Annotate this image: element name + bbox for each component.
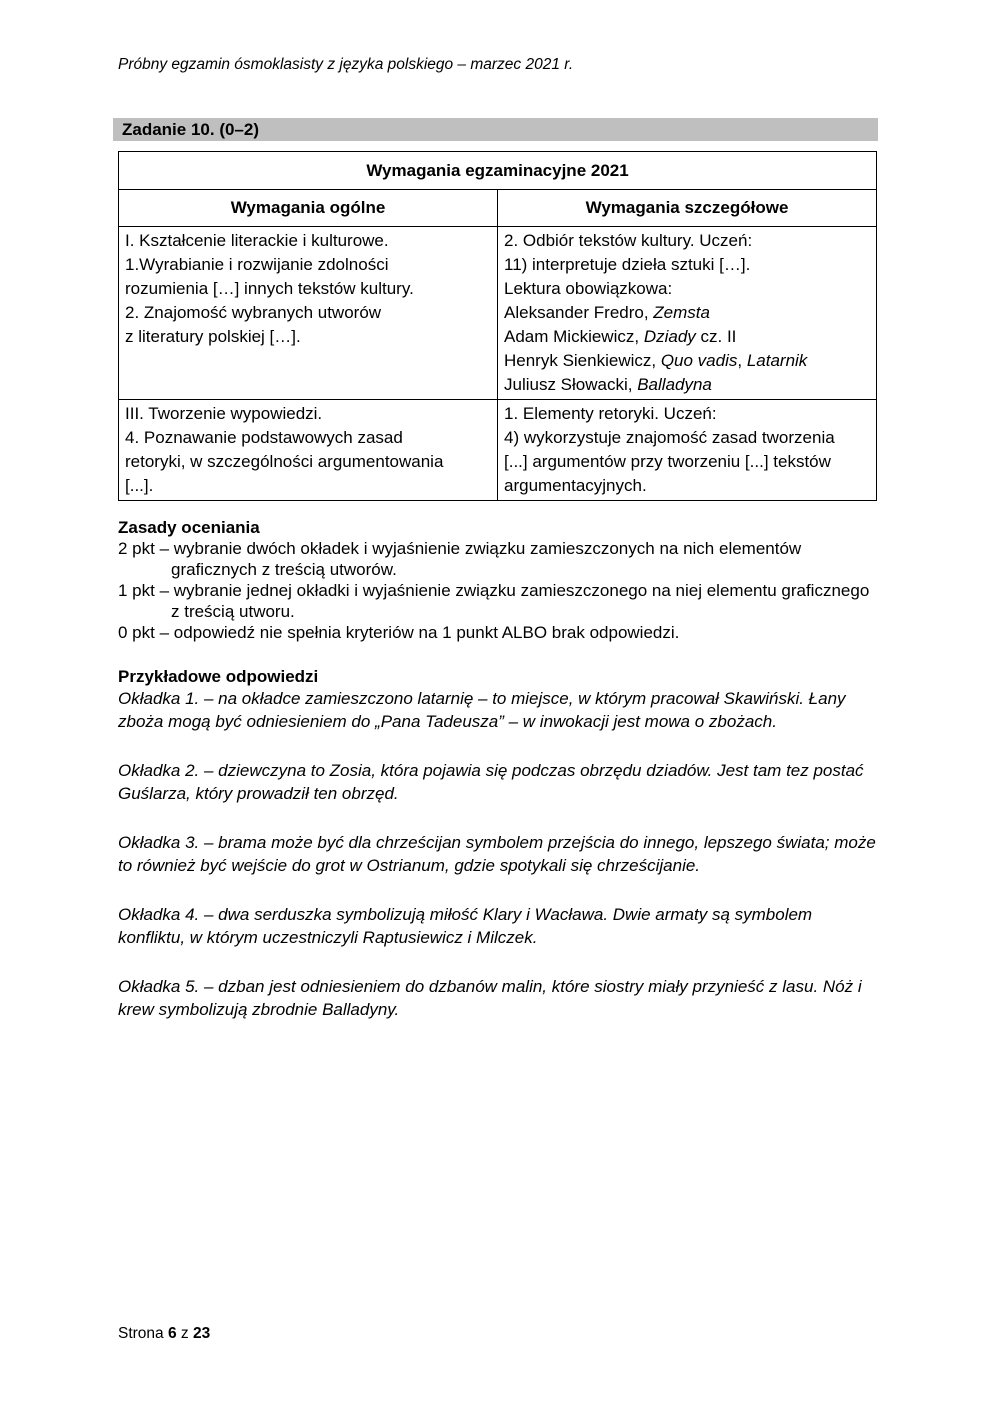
cell-line: Aleksander Fredro, Zemsta	[504, 303, 710, 322]
scoring-rule-0pkt	[118, 622, 880, 643]
answer-paragraph-cover2: Okładka 2. – dziewczyna to Zosia, która pojawia się podczas obrzędu dziadów. Jest tam tez postać Guślarza, który prowadził ten obrzęd.	[118, 761, 864, 803]
cell-specific-requirements-2	[498, 400, 877, 501]
task-label: Zadanie 10. (0–2)	[122, 120, 260, 139]
cell-line: [...].	[125, 476, 154, 495]
cell-line: Juliusz Słowacki, Balladyna	[504, 375, 712, 394]
table-title-row	[119, 152, 877, 190]
scoring-rule-label: 0 pkt –	[118, 623, 170, 642]
cell-specific-requirements-1	[498, 227, 877, 400]
cell-line: rozumienia […] innych tekstów kultury.	[125, 279, 414, 298]
scoring-rule-text: odpowiedź nie spełnia kryteriów na 1 punkt ALBO brak odpowiedzi.	[173, 623, 680, 642]
cell-line: 1. Elementy retoryki. Uczeń:	[504, 404, 717, 423]
scoring-section	[118, 517, 880, 643]
footer-of-word: z	[180, 1325, 189, 1342]
page-header: Próbny egzamin ósmoklasisty z języka polskiego – marzec 2021 r.	[118, 56, 574, 73]
footer-page-number: 6	[167, 1325, 177, 1342]
cell-line: III. Tworzenie wypowiedzi.	[125, 404, 323, 423]
cell-line: 2. Znajomość wybranych utworów	[125, 303, 382, 322]
table-header-row	[119, 190, 877, 227]
cell-line: I. Kształcenie literackie i kulturowe.	[125, 231, 389, 250]
scoring-rule-text: wybranie dwóch okładek i wyjaśnienie związku zamieszczonych na nich elementów graficznych z treścią utworów.	[171, 539, 802, 579]
cell-line: 11) interpretuje dzieła sztuki […].	[504, 255, 751, 274]
answers-section	[118, 666, 880, 1047]
scoring-rule-label: 1 pkt –	[118, 581, 170, 600]
task-title-bar	[113, 118, 878, 141]
cell-line: argumentacyjnych.	[504, 476, 647, 495]
column-header-general: Wymagania ogólne	[119, 190, 498, 227]
table-row	[119, 400, 877, 501]
scoring-rule-2pkt	[118, 538, 880, 580]
answer-paragraph-cover3: Okładka 3. – brama może być dla chrześcijan symbolem przejścia do innego, lepszego świata; może to również być wejście do grot w Ostrianum, gdzie spotykali się chrześcijanie.	[118, 833, 876, 875]
cell-line: 4) wykorzystuje znajomość zasad tworzenia	[504, 428, 835, 447]
cell-line: Adam Mickiewicz, Dziady cz. II	[504, 327, 737, 346]
cell-line: 2. Odbiór tekstów kultury. Uczeń:	[504, 231, 753, 250]
scoring-rule-1pkt	[118, 580, 880, 622]
scoring-rule-text: wybranie jednej okładki i wyjaśnienie związku zamieszczonego na niej elementu graficznego z treścią utworu.	[171, 581, 870, 621]
cell-line: [...] argumentów przy tworzeniu [...] tekstów	[504, 452, 831, 471]
column-header-specific: Wymagania szczegółowe	[498, 190, 877, 227]
cell-general-requirements-1	[119, 227, 498, 400]
cell-line: 1.Wyrabianie i rozwijanie zdolności	[125, 255, 389, 274]
cell-line: z literatury polskiej […].	[125, 327, 301, 346]
answer-paragraph-cover5: Okładka 5. – dzban jest odniesieniem do dzbanów malin, które siostry miały przynieść z lasu. Nóż i krew symbolizują zbrodnie Balladyny.	[118, 977, 862, 1019]
scoring-rule-label: 2 pkt –	[118, 539, 170, 558]
cell-general-requirements-2	[119, 400, 498, 501]
answers-heading: Przykładowe odpowiedzi	[118, 667, 319, 686]
scoring-heading: Zasady oceniania	[118, 518, 260, 537]
footer-label: Strona	[118, 1325, 164, 1342]
page-footer	[118, 1324, 210, 1343]
table-title: Wymagania egzaminacyjne 2021	[119, 152, 877, 190]
footer-total-pages: 23	[192, 1325, 211, 1342]
cell-line: 4. Poznawanie podstawowych zasad	[125, 428, 403, 447]
cell-line: Henryk Sienkiewicz, Quo vadis, Latarnik	[504, 351, 808, 370]
requirements-table	[118, 151, 877, 501]
table-row	[119, 227, 877, 400]
cell-line: Lektura obowiązkowa:	[504, 279, 673, 298]
answer-paragraph-cover1: Okładka 1. – na okładce zamieszczono latarnię – to miejsce, w którym pracował Skawiński. Łany zboża mogą być odniesieniem do „Pana Tadeusza” – w inwokacji jest mowa o zbożach.	[118, 689, 846, 731]
answer-paragraph-cover4: Okładka 4. – dwa serduszka symbolizują miłość Klary i Wacława. Dwie armaty są symbolem konfliktu, w którym uczestniczyli Raptusiewicz i Milczek.	[118, 905, 813, 947]
cell-line: retoryki, w szczególności argumentowania	[125, 452, 444, 471]
